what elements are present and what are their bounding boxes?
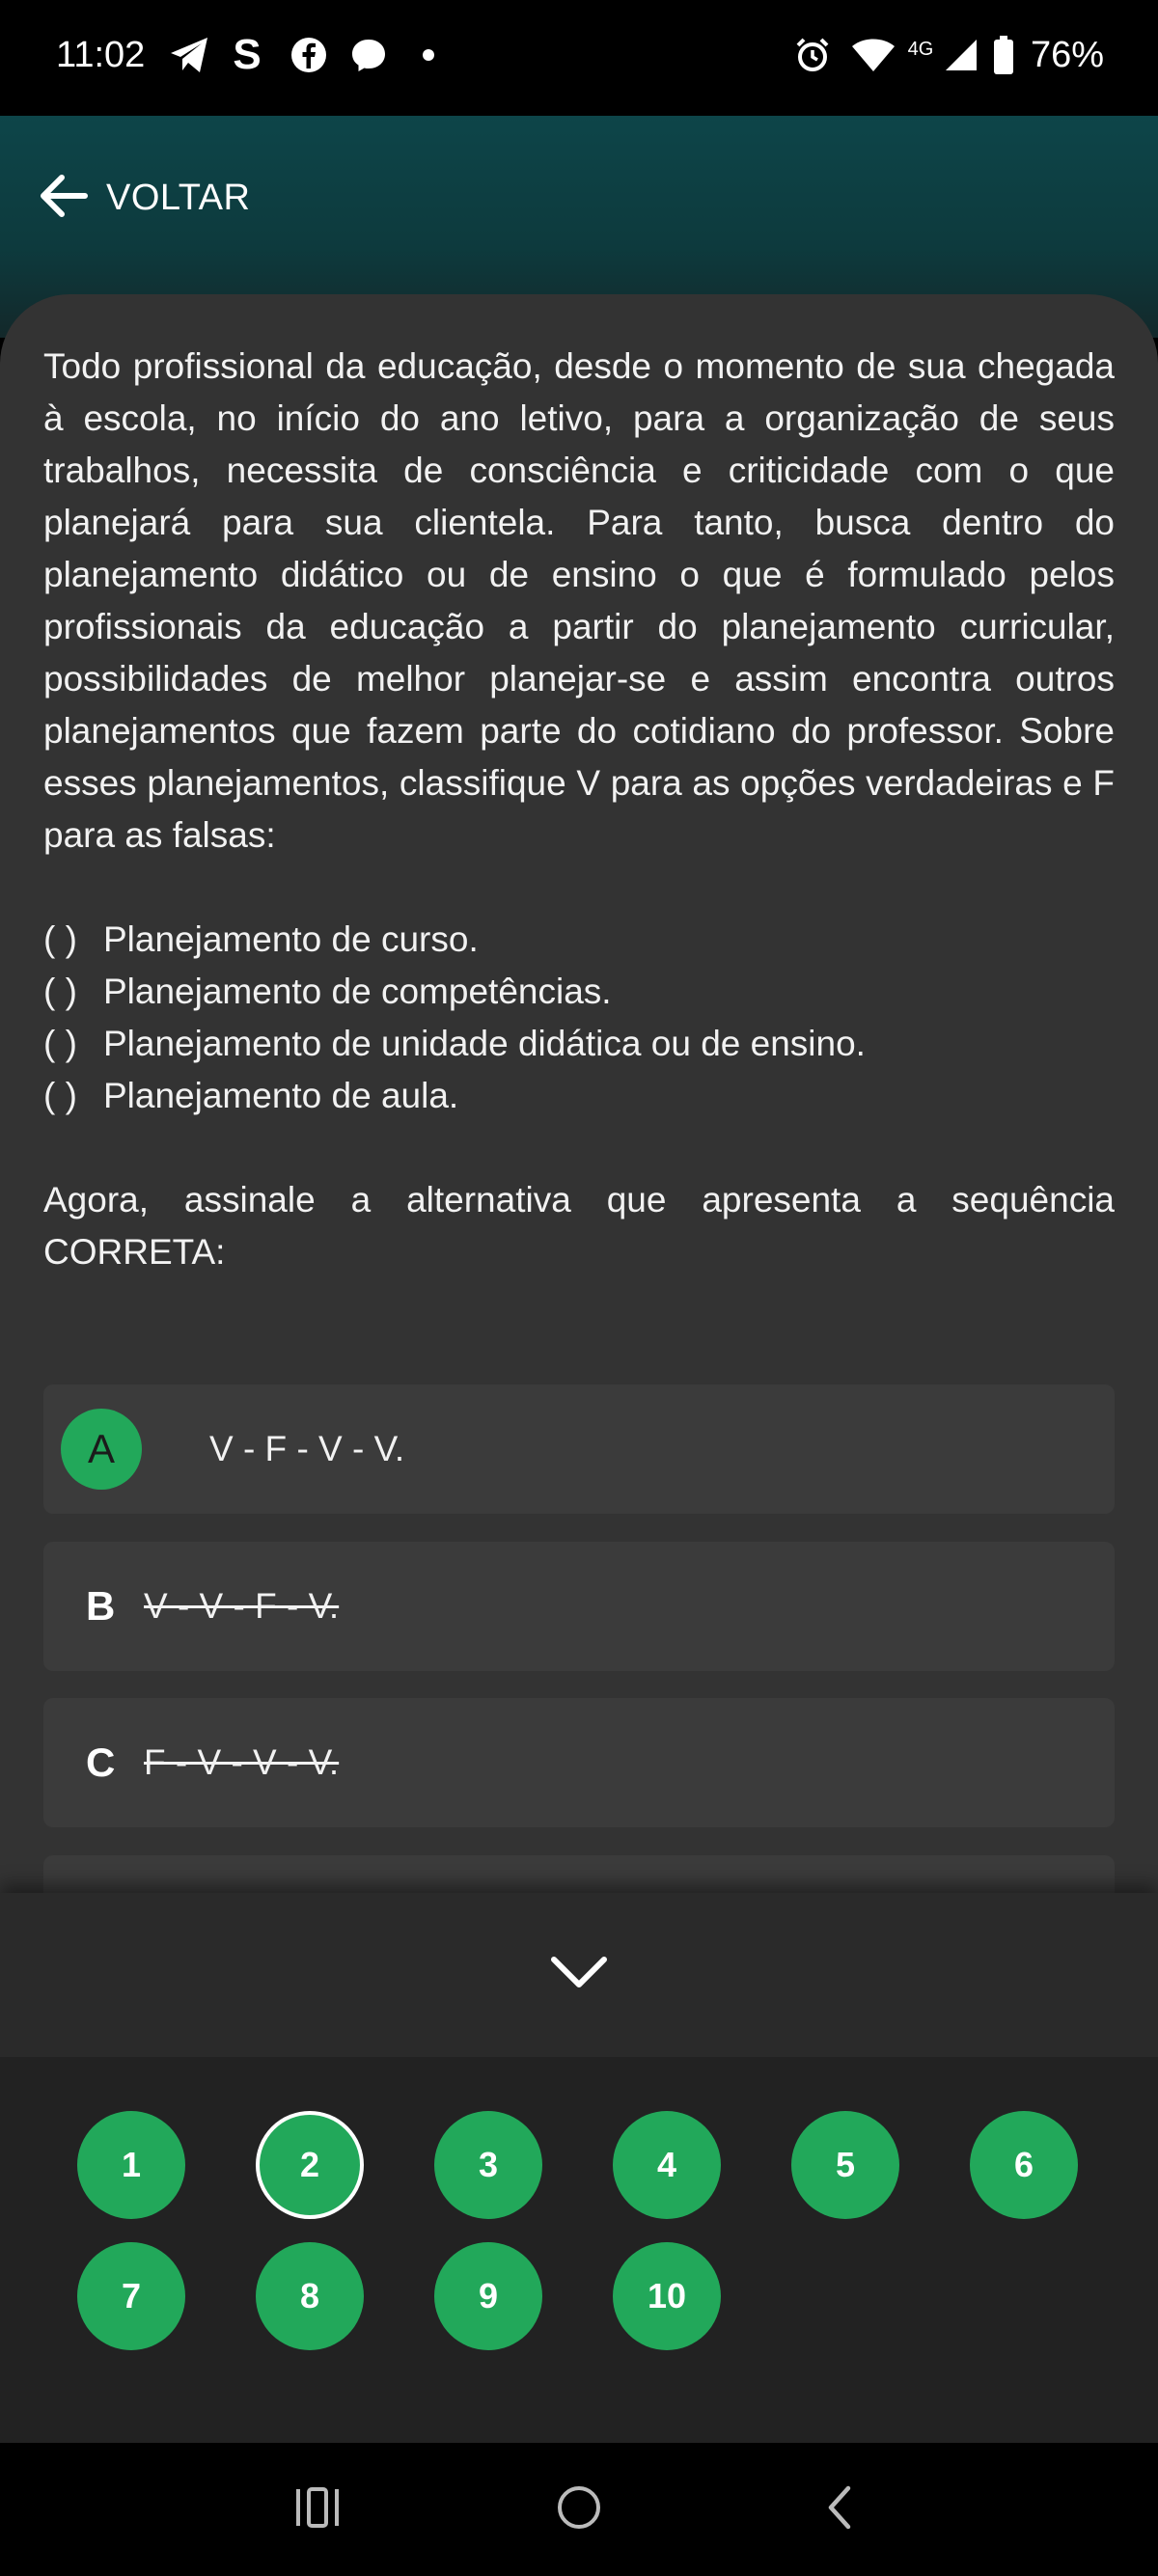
- telegram-icon: [166, 33, 214, 77]
- status-bar: [0, 0, 1158, 116]
- s-app-icon: S: [233, 31, 262, 78]
- statement-text: Planejamento de aula.: [103, 1076, 459, 1115]
- instruction-line: Agora, assinale a alternativa que apresenta a sequência: [43, 1180, 1115, 1219]
- dot-icon: [417, 33, 440, 77]
- option-letter: A: [61, 1409, 142, 1490]
- messenger-icon: [347, 33, 390, 77]
- arrow-left-icon: [39, 174, 89, 223]
- option-c[interactable]: [43, 1698, 1115, 1827]
- question-line: planejamento didático ou de ensino o que é formulado pelos: [43, 555, 1115, 594]
- question-number-8[interactable]: 8: [256, 2242, 364, 2350]
- statement-blank: ( ): [43, 1024, 77, 1063]
- system-nav-bar: [0, 2443, 1158, 2576]
- statement-item: [43, 1018, 1115, 1070]
- statement-text: Planejamento de curso.: [103, 919, 479, 959]
- statement-text: Planejamento de competências.: [103, 972, 612, 1011]
- battery-percent: 76%: [1030, 35, 1104, 75]
- question-line: trabalhos, necessita de consciência e criticidade com o que: [43, 451, 1115, 490]
- collapse-panel-button[interactable]: [0, 1893, 1158, 2057]
- network-type: 4G: [907, 38, 934, 60]
- back-nav-button[interactable]: [796, 2476, 883, 2543]
- statement-item: [43, 914, 1115, 966]
- question-number-3[interactable]: 3: [434, 2111, 542, 2219]
- home-button[interactable]: [536, 2476, 622, 2543]
- option-a[interactable]: [43, 1384, 1115, 1514]
- question-number-1[interactable]: 1: [77, 2111, 185, 2219]
- wifi-icon: [849, 33, 897, 77]
- option-letter: C: [86, 1740, 116, 1785]
- option-text: F - V - V - V.: [144, 1742, 340, 1782]
- statement-item: [43, 966, 1115, 1018]
- back-chevron-icon: [825, 2484, 854, 2535]
- option-b[interactable]: [43, 1542, 1115, 1671]
- question-line: possibilidades de melhor planejar-se e assim encontra outros: [43, 659, 1115, 699]
- question-line: planejará para sua clientela. Para tanto, busca dentro do: [43, 503, 1115, 542]
- recent-apps-button[interactable]: [274, 2476, 361, 2543]
- question-line: à escola, no início do ano letivo, para a organização de seus: [43, 398, 1115, 438]
- instruction-line: CORRETA:: [43, 1232, 226, 1272]
- option-text: V - V - F - V.: [144, 1586, 340, 1626]
- facebook-icon: [288, 33, 330, 77]
- battery-icon: [990, 33, 1017, 77]
- question-number-4[interactable]: 4: [613, 2111, 721, 2219]
- question-line: Todo profissional da educação, desde o momento de sua chegada: [43, 346, 1115, 386]
- question-number-10[interactable]: 10: [613, 2242, 721, 2350]
- statement-blank: ( ): [43, 919, 77, 959]
- question-number-2[interactable]: 2: [256, 2111, 364, 2219]
- question-text: [43, 341, 1115, 1278]
- back-button[interactable]: [39, 164, 250, 232]
- question-number-5[interactable]: 5: [791, 2111, 899, 2219]
- question-number-7[interactable]: 7: [77, 2242, 185, 2350]
- question-number-6[interactable]: 6: [970, 2111, 1078, 2219]
- statement-text: Planejamento de unidade didática ou de ensino.: [103, 1024, 866, 1063]
- question-line: planejamentos que fazem parte do cotidiano do professor. Sobre: [43, 711, 1115, 751]
- statement-blank: ( ): [43, 1076, 77, 1115]
- recent-apps-icon: [293, 2486, 342, 2534]
- home-icon: [556, 2484, 602, 2535]
- statement-blank: ( ): [43, 972, 77, 1011]
- cell-signal-icon: [942, 33, 980, 77]
- question-card: [0, 294, 1158, 1934]
- question-line: profissionais da educação a partir do planejamento curricular,: [43, 607, 1115, 646]
- question-number-9[interactable]: 9: [434, 2242, 542, 2350]
- statement-item: [43, 1070, 1115, 1122]
- alarm-icon: [791, 33, 834, 77]
- option-text: V - F - V - V.: [209, 1429, 405, 1468]
- question-line: para as falsas:: [43, 815, 276, 855]
- question-line: esses planejamentos, classifique V para as opções verdadeiras e F: [43, 763, 1115, 803]
- question-navigator: [0, 1893, 1158, 2443]
- chevron-down-icon: [550, 1956, 608, 1995]
- option-letter: B: [86, 1583, 116, 1629]
- back-label: VOLTAR: [106, 177, 251, 218]
- status-time: 11:02: [56, 35, 146, 75]
